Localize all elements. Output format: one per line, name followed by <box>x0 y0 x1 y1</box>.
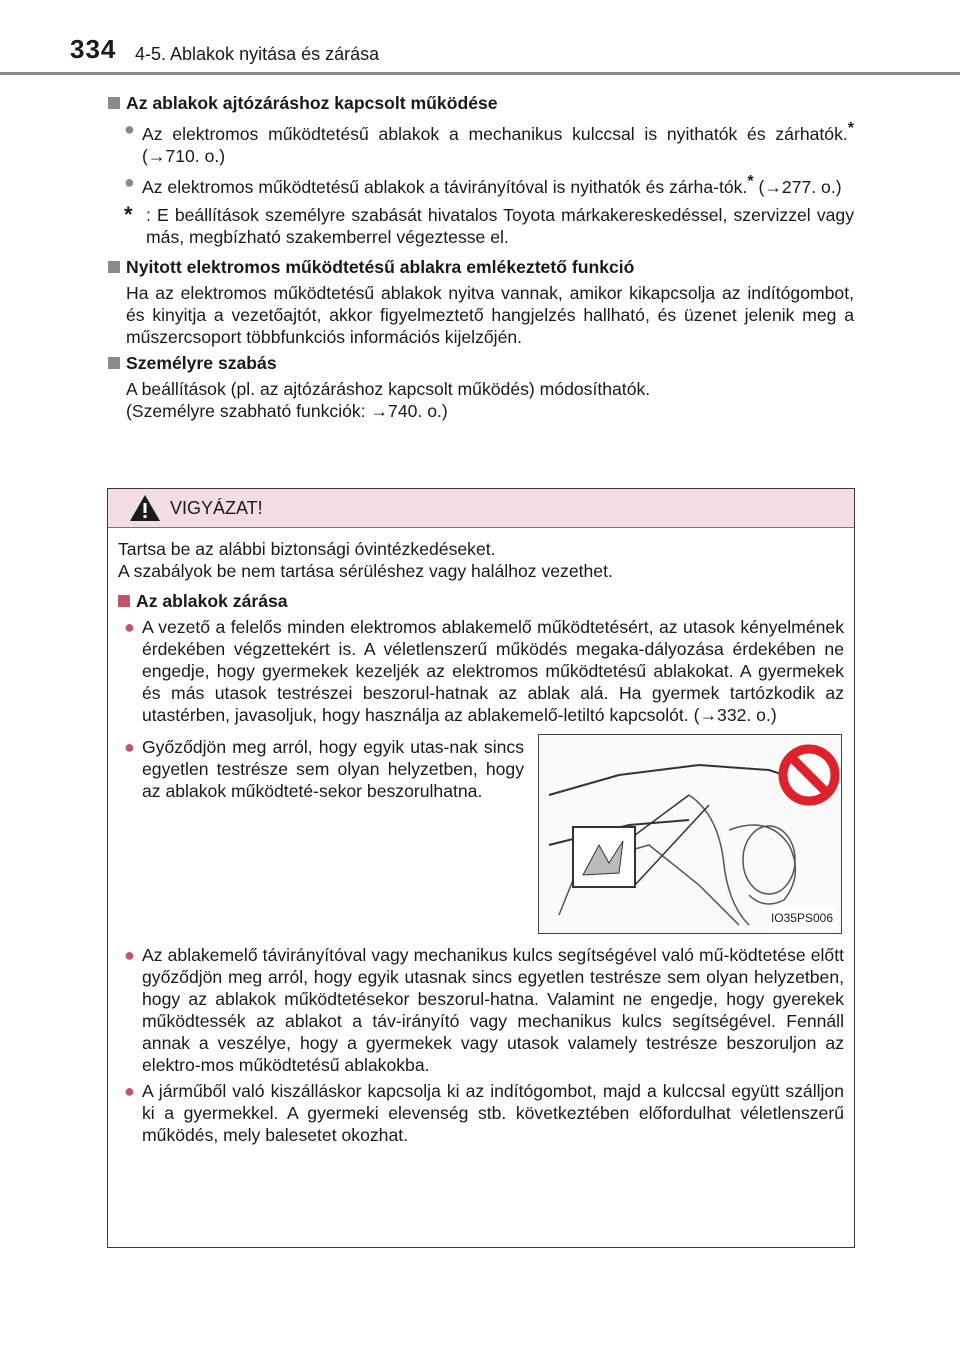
section-heading-window-lock <box>108 92 854 114</box>
section-header-title: 4-5. Ablakok nyitása és zárása <box>135 44 380 64</box>
warning-body <box>108 528 854 1146</box>
round-bullet-icon: ● <box>124 1081 135 1101</box>
car-interior-illustration <box>539 735 841 933</box>
list-item <box>108 171 854 198</box>
section-heading-text: Az ablakok ajtózáráshoz kapcsolt működése <box>126 93 498 113</box>
warning-label: VIGYÁZAT! <box>170 497 263 518</box>
footnote <box>108 201 854 248</box>
round-bullet-icon: ● <box>124 945 135 965</box>
illustration-window-pinch <box>538 734 842 934</box>
round-bullet-icon: ● <box>124 737 135 757</box>
section-heading-text: Személyre szabás <box>126 352 277 373</box>
footnote-star: * <box>124 201 133 227</box>
square-bullet-icon <box>108 261 120 273</box>
square-bullet-icon <box>108 97 120 109</box>
warning-subheading-text: Az ablakok zárása <box>136 591 288 611</box>
bullet-text: A vezető a felelős minden elektromos ablakemelő működtetésért, az utasok kényelmének érdekében végzettekért is. A véletlenszerű működés megaka-dályozása érdekében ne engedje, hogy gyermekek kezeljék az elektromos működtetésű ablakokat. A gyermekek és más utasok testrészei beszorul-hatnak az ablak alá. Ha gyermek tartózkodik az utastérben, javasoljuk, hogy használja az ablakemelő-letiltó kapcsolót. (→332. o.) <box>142 617 844 725</box>
square-bullet-icon <box>108 357 120 369</box>
list-item <box>108 118 854 167</box>
warning-box <box>107 488 855 1248</box>
bullet-text: Győződjön meg arról, hogy egyik utas-nak sincs egyetlen testrésze sem olyan helyzetben, hogy az ablakok működteté-sekor beszorulhatna. <box>142 737 524 801</box>
bullet-text: Az elektromos működtetésű ablakok a távirányítóval is nyithatók és zárha-tók.* (→277. o.) <box>142 172 842 197</box>
square-bullet-icon <box>118 595 130 607</box>
figure-row <box>118 734 844 934</box>
bullet-text: A járműből való kiszálláskor kapcsolja ki az indítógombot, majd a kulccsal együtt szálljon ki a gyermekkel. A gyermeki elevenség stb. következtében előfordulhat véletlenszerű működés, mely balesetet okozhat. <box>142 1081 844 1145</box>
list-item <box>118 616 844 726</box>
paragraph: (Személyre szabható funkciók: →740. o.) <box>126 400 448 421</box>
list-item <box>118 944 844 1076</box>
bullet-text: Az elektromos működtetésű ablakok a mechanikus kulccsal is nyithatók és zárhatók.* (→710. o.) <box>142 120 854 166</box>
round-bullet-icon: ● <box>124 617 135 637</box>
warning-header <box>108 489 854 528</box>
paragraph: A beállítások (pl. az ajtózáráshoz kapcsolt működés) módosíthatók. <box>126 378 651 399</box>
paragraph: Ha az elektromos működtetésű ablakok nyitva vannak, amikor kikapcsolja az indítógombot, és kinyitja a vezetőajtót, akkor figyelmeztető hangjelzés hallható, és üzenet jelenik meg a műszercsoport többfunkciós információs kijelzőjén. <box>126 282 854 347</box>
list-item <box>118 1080 844 1146</box>
figure-code: IO35PS006 <box>769 907 835 929</box>
warning-intro: A szabályok be nem tartása sérüléshez vagy halálhoz vezethet. <box>118 561 613 581</box>
round-bullet-icon: ● <box>124 171 135 192</box>
footnote-text: : E beállítások személyre szabását hivatalos Toyota márkakereskedéssel, szervizzel vagy más, megbízható szakemberrel végeztesse el. <box>146 204 854 247</box>
warning-intro: Tartsa be az alábbi biztonsági óvintézkedéseket. <box>118 539 496 559</box>
list-item <box>118 736 524 802</box>
warning-triangle-icon <box>128 493 162 523</box>
main-content <box>108 90 854 422</box>
prohibition-icon <box>783 749 835 801</box>
round-bullet-icon: ● <box>124 119 135 139</box>
bullet-text: Az ablakemelő távirányítóval vagy mechanikus kulcs segítségével való mű-ködtetése előtt győződjön meg arról, hogy egyik utasnak sincs egyetlen testrésze sem olyan helyzetben, hogy az ablakok működtetésekor beszorul-hatna. Valamint ne engedje, hogy gyerekek működtessék az ablakot a táv-irányító vagy mechanikus kulcs segítségével. Fennáll annak a veszélye, hogy a gyermekek vagy utasok valamely testrésze beszoruljon az elektro-mos működtetésű ablakokba. <box>142 945 844 1075</box>
warning-subheading <box>118 590 844 612</box>
section-heading-text: Nyitott elektromos működtetésű ablakra emlékeztető funkció <box>126 256 635 277</box>
page-number: 334 <box>70 34 117 64</box>
header-divider <box>0 72 960 75</box>
section-heading-customization <box>108 352 854 374</box>
section-heading-reminder <box>108 256 854 278</box>
